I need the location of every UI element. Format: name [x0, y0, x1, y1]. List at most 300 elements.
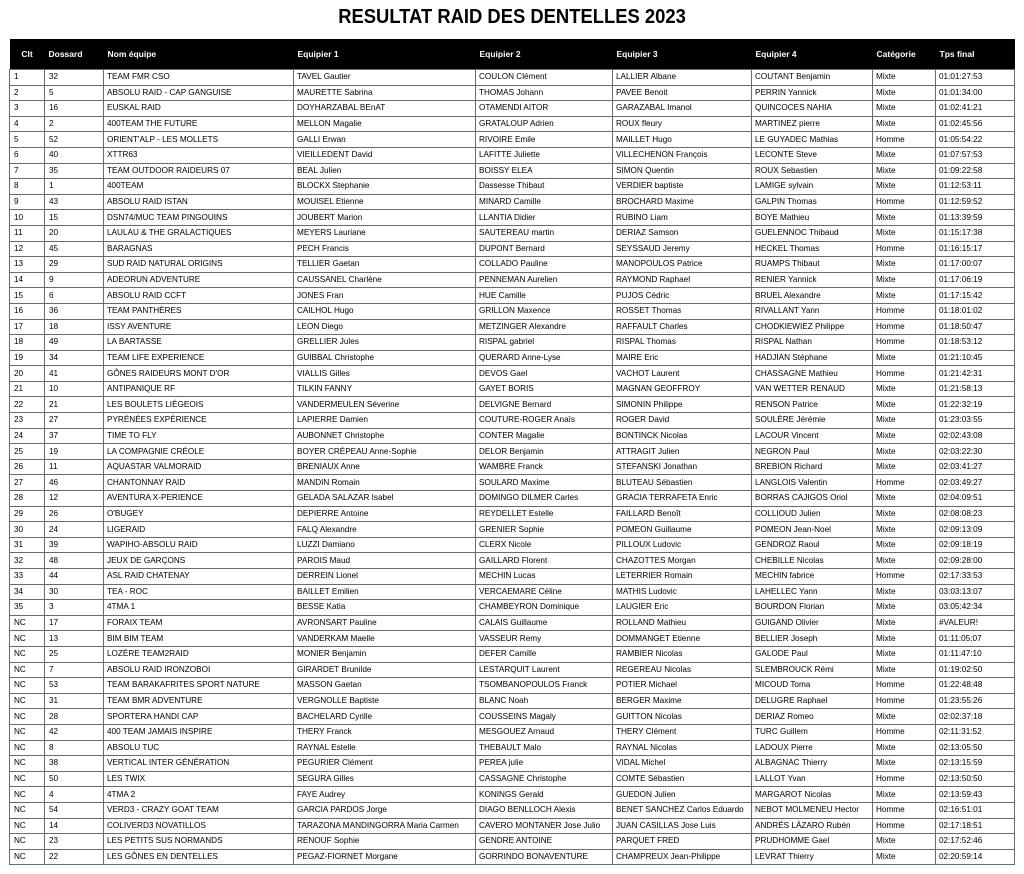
teammate-4-cell: ALBAGNAC Thierry — [752, 756, 873, 772]
team-name-cell: ABSOLU TUC — [104, 740, 294, 756]
teammate-3-cell: STEFANSKI Jonathan — [613, 459, 752, 475]
table-row — [10, 163, 1015, 179]
rank-cell: 15 — [10, 288, 45, 304]
teammate-3-cell: RAYNAL Nicolas — [613, 740, 752, 756]
category-cell: Homme — [873, 724, 936, 740]
bib-cell: 9 — [45, 272, 104, 288]
category-cell: Mixte — [873, 163, 936, 179]
teammate-2-cell: COUSSEINS Magaly — [476, 709, 613, 725]
teammate-4-cell: LECONTE Steve — [752, 147, 873, 163]
rank-cell: 32 — [10, 553, 45, 569]
teammate-1-cell: DOYHARZABAL BEnAT — [294, 101, 476, 117]
bib-cell: 36 — [45, 303, 104, 319]
teammate-4-cell: CHEBILLE Nicolas — [752, 553, 873, 569]
teammate-1-cell: VERGNOLLE Baptiste — [294, 693, 476, 709]
bib-cell: 18 — [45, 319, 104, 335]
teammate-1-cell: TELLIER Gaetan — [294, 257, 476, 273]
table-row — [10, 257, 1015, 273]
category-cell: Mixte — [873, 662, 936, 678]
final-time-cell: 01:18:53:12 — [936, 335, 1015, 351]
teammate-3-cell: VILLECHENON François — [613, 147, 752, 163]
bib-cell: 13 — [45, 631, 104, 647]
teammate-4-cell: MICOUD Toma — [752, 678, 873, 694]
teammate-3-cell: BONTINCK Nicolas — [613, 428, 752, 444]
teammate-2-cell: PEREA julie — [476, 756, 613, 772]
teammate-3-cell: VERDIER baptiste — [613, 179, 752, 195]
bib-cell: 53 — [45, 678, 104, 694]
final-time-cell: 02:04:09:51 — [936, 491, 1015, 507]
team-name-cell: LA COMPAGNIE CRÉOLE — [104, 444, 294, 460]
teammate-1-cell: BOYER CRÉPEAU Anne-Sophie — [294, 444, 476, 460]
teammate-1-cell: BESSE Katia — [294, 600, 476, 616]
rank-cell: 11 — [10, 225, 45, 241]
category-cell: Homme — [873, 693, 936, 709]
category-cell: Mixte — [873, 615, 936, 631]
teammate-3-cell: MAILLET Hugo — [613, 132, 752, 148]
table-row — [10, 179, 1015, 195]
team-name-cell: TEAM FMR CSO — [104, 70, 294, 86]
teammate-3-cell: BROCHARD Maxime — [613, 194, 752, 210]
final-time-cell: 01:16:15:17 — [936, 241, 1015, 257]
teammate-1-cell: CAILHOL Hugo — [294, 303, 476, 319]
final-time-cell: 01:23:55:26 — [936, 693, 1015, 709]
teammate-2-cell: WAMBRE Franck — [476, 459, 613, 475]
bib-cell: 38 — [45, 756, 104, 772]
final-time-cell: 02:13:59:43 — [936, 787, 1015, 803]
rank-cell: 4 — [10, 116, 45, 132]
table-row — [10, 397, 1015, 413]
final-time-cell: 03:03:13:07 — [936, 584, 1015, 600]
team-name-cell: 4TMA 2 — [104, 787, 294, 803]
final-time-cell: 01:21:10:45 — [936, 350, 1015, 366]
teammate-4-cell: LANGLOIS Valentin — [752, 475, 873, 491]
bib-cell: 41 — [45, 366, 104, 382]
team-name-cell: TEAM BMR ADVENTURE — [104, 693, 294, 709]
bib-cell: 6 — [45, 288, 104, 304]
final-time-cell: 01:19:02:50 — [936, 662, 1015, 678]
teammate-1-cell: LEON Diego — [294, 319, 476, 335]
final-time-cell: 01:18:50:47 — [936, 319, 1015, 335]
teammate-3-cell: POTIER Michael — [613, 678, 752, 694]
bib-cell: 34 — [45, 350, 104, 366]
teammate-1-cell: PEGURIER Clément — [294, 756, 476, 772]
team-name-cell: LES GÔNES EN DENTELLES — [104, 849, 294, 865]
bib-cell: 42 — [45, 724, 104, 740]
teammate-1-cell: CAUSSANEL Charlène — [294, 272, 476, 288]
category-cell: Mixte — [873, 522, 936, 538]
teammate-4-cell: ROUX Sebastien — [752, 163, 873, 179]
final-time-cell: 02:13:05:50 — [936, 740, 1015, 756]
rank-cell: 8 — [10, 179, 45, 195]
bib-cell: 43 — [45, 194, 104, 210]
table-row — [10, 475, 1015, 491]
teammate-1-cell: PEGAZ-FIORNET Morgane — [294, 849, 476, 865]
teammate-2-cell: COLLADO Pauline — [476, 257, 613, 273]
team-name-cell: ISSY AVENTURE — [104, 319, 294, 335]
team-name-cell: LES PETITS SUS NORMANDS — [104, 834, 294, 850]
category-cell: Mixte — [873, 709, 936, 725]
teammate-2-cell: DEVOS Gael — [476, 366, 613, 382]
teammate-3-cell: MATHIS Ludovic — [613, 584, 752, 600]
teammate-4-cell: SOULÈRE Jérémie — [752, 413, 873, 429]
final-time-cell: 02:17:18:51 — [936, 818, 1015, 834]
bib-cell: 3 — [45, 600, 104, 616]
bib-cell: 30 — [45, 584, 104, 600]
teammate-4-cell: LE GUYADEC Mathias — [752, 132, 873, 148]
final-time-cell: 01:11:05:07 — [936, 631, 1015, 647]
bib-cell: 31 — [45, 693, 104, 709]
teammate-3-cell: ROLLAND Mathieu — [613, 615, 752, 631]
teammate-2-cell: RIVOIRE Emile — [476, 132, 613, 148]
teammate-2-cell: VERCAEMARE Céline — [476, 584, 613, 600]
teammate-2-cell: Dassesse Thibaut — [476, 179, 613, 195]
teammate-4-cell: LAHELLEC Yann — [752, 584, 873, 600]
teammate-3-cell: BERGER Maxime — [613, 693, 752, 709]
teammate-1-cell: VIALLIS Gilles — [294, 366, 476, 382]
team-name-cell: EUSKAL RAID — [104, 101, 294, 117]
teammate-2-cell: COULON Clément — [476, 70, 613, 86]
column-header-category: Catégorie — [873, 39, 936, 70]
team-name-cell: TEAM OUTDOOR RAIDEURS 07 — [104, 163, 294, 179]
teammate-1-cell: RENOUF Sophie — [294, 834, 476, 850]
bib-cell: 49 — [45, 335, 104, 351]
rank-cell: NC — [10, 756, 45, 772]
bib-cell: 20 — [45, 225, 104, 241]
category-cell: Mixte — [873, 179, 936, 195]
rank-cell: 3 — [10, 101, 45, 117]
team-name-cell: GÔNES RAIDEURS MONT D'OR — [104, 366, 294, 382]
team-name-cell: LES BOULETS LIÉGEOIS — [104, 397, 294, 413]
table-row — [10, 787, 1015, 803]
team-name-cell: 400TEAM — [104, 179, 294, 195]
page-title: RESULTAT RAID DES DENTELLES 2023 — [338, 6, 686, 28]
team-name-cell: AVENTURA X-PERIENCE — [104, 491, 294, 507]
category-cell: Homme — [873, 303, 936, 319]
bib-cell: 40 — [45, 147, 104, 163]
category-cell: Mixte — [873, 85, 936, 101]
rank-cell: NC — [10, 849, 45, 865]
category-cell: Homme — [873, 194, 936, 210]
column-header-teammate-1: Equipier 1 — [294, 39, 476, 70]
team-name-cell: O'BUGEY — [104, 506, 294, 522]
teammate-1-cell: DERREIN Lionel — [294, 569, 476, 585]
final-time-cell: 01:21:42:31 — [936, 366, 1015, 382]
teammate-1-cell: VANDERKAM Maelle — [294, 631, 476, 647]
bib-cell: 29 — [45, 257, 104, 273]
team-name-cell: PYRÉNÉES EXPÉRIENCE — [104, 413, 294, 429]
teammate-2-cell: MESGOUEZ Arnaud — [476, 724, 613, 740]
teammate-4-cell: MARTINEZ pierre — [752, 116, 873, 132]
rank-cell: NC — [10, 615, 45, 631]
table-row — [10, 241, 1015, 257]
team-name-cell: BIM BIM TEAM — [104, 631, 294, 647]
teammate-2-cell: MINARD Camille — [476, 194, 613, 210]
final-time-cell: 01:09:22:58 — [936, 163, 1015, 179]
teammate-1-cell: MANDIN Romain — [294, 475, 476, 491]
table-row — [10, 600, 1015, 616]
team-name-cell: LA BARTASSE — [104, 335, 294, 351]
team-name-cell: 400 TEAM JAMAIS INSPIRE — [104, 724, 294, 740]
final-time-cell: 02:13:15:59 — [936, 756, 1015, 772]
category-cell: Homme — [873, 366, 936, 382]
final-time-cell: 01:05:54:22 — [936, 132, 1015, 148]
teammate-2-cell: OTAMENDI AITOR — [476, 101, 613, 117]
rank-cell: 9 — [10, 194, 45, 210]
rank-cell: 19 — [10, 350, 45, 366]
teammate-1-cell: MASSON Gaetan — [294, 678, 476, 694]
category-cell: Mixte — [873, 459, 936, 475]
teammate-3-cell: PUJOS Cédric — [613, 288, 752, 304]
team-name-cell: ANTIPANIQUE RF — [104, 381, 294, 397]
table-row — [10, 693, 1015, 709]
teammate-2-cell: KONINGS Gerald — [476, 787, 613, 803]
final-time-cell: 02:20:59:14 — [936, 849, 1015, 865]
teammate-1-cell: GALLI Erwan — [294, 132, 476, 148]
teammate-3-cell: PARQUET FRED — [613, 834, 752, 850]
team-name-cell: 400TEAM THE FUTURE — [104, 116, 294, 132]
table-row — [10, 631, 1015, 647]
teammate-4-cell: MARGAROT Nicolas — [752, 787, 873, 803]
teammate-1-cell: VANDERMEULEN Séverine — [294, 397, 476, 413]
final-time-cell: 02:03:49:27 — [936, 475, 1015, 491]
category-cell: Homme — [873, 335, 936, 351]
rank-cell: NC — [10, 693, 45, 709]
final-time-cell: 01:17:06:19 — [936, 272, 1015, 288]
teammate-2-cell: PENNEMAN Aurelien — [476, 272, 613, 288]
final-time-cell: 01:17:15:42 — [936, 288, 1015, 304]
bib-cell: 10 — [45, 381, 104, 397]
teammate-4-cell: ANDRÉS LÁZARO Rubén — [752, 818, 873, 834]
teammate-2-cell: LAFITTE Juliette — [476, 147, 613, 163]
team-name-cell: XTTR63 — [104, 147, 294, 163]
team-name-cell: LES TWIX — [104, 771, 294, 787]
rank-cell: 33 — [10, 569, 45, 585]
teammate-4-cell: RIVALLANT Yann — [752, 303, 873, 319]
table-row — [10, 194, 1015, 210]
team-name-cell: TEAM LIFE EXPERIENCE — [104, 350, 294, 366]
teammate-4-cell: PRUDHOMME Gael — [752, 834, 873, 850]
rank-cell: 14 — [10, 272, 45, 288]
category-cell: Homme — [873, 678, 936, 694]
teammate-1-cell: LAPIERRE Damien — [294, 413, 476, 429]
teammate-2-cell: CAVERO MONTANER Jose Julio — [476, 818, 613, 834]
teammate-1-cell: TARAZONA MANDINGORRA Maria Carmen — [294, 818, 476, 834]
teammate-3-cell: MAGNAN GEOFFROY — [613, 381, 752, 397]
teammate-4-cell: LADOUX Pierre — [752, 740, 873, 756]
category-cell: Mixte — [873, 787, 936, 803]
teammate-1-cell: BLOCKX Stephanie — [294, 179, 476, 195]
teammate-1-cell: RAYNAL Estelle — [294, 740, 476, 756]
rank-cell: 2 — [10, 85, 45, 101]
teammate-1-cell: MAURETTE Sabrina — [294, 85, 476, 101]
teammate-4-cell: BORRAS CAJIGOS Oriol — [752, 491, 873, 507]
rank-cell: 6 — [10, 147, 45, 163]
rank-cell: NC — [10, 787, 45, 803]
final-time-cell: 01:12:59:52 — [936, 194, 1015, 210]
team-name-cell: SUD RAID NATURAL ORIGINS — [104, 257, 294, 273]
bib-cell: 7 — [45, 662, 104, 678]
category-cell: Mixte — [873, 428, 936, 444]
teammate-4-cell: LACOUR Vincent — [752, 428, 873, 444]
teammate-2-cell: CHAMBEYRON Dominique — [476, 600, 613, 616]
team-name-cell: LAULAU & THE GRALACTIQUES — [104, 225, 294, 241]
category-cell: Mixte — [873, 756, 936, 772]
table-row — [10, 771, 1015, 787]
teammate-2-cell: THOMAS Johann — [476, 85, 613, 101]
teammate-3-cell: DOMMANGET Etienne — [613, 631, 752, 647]
teammate-3-cell: SEYSSAUD Jeremy — [613, 241, 752, 257]
bib-cell: 22 — [45, 849, 104, 865]
category-cell: Mixte — [873, 740, 936, 756]
category-cell: Mixte — [873, 272, 936, 288]
bib-cell: 16 — [45, 101, 104, 117]
teammate-1-cell: GELADA SALAZAR Isabel — [294, 491, 476, 507]
table-row — [10, 740, 1015, 756]
bib-cell: 4 — [45, 787, 104, 803]
table-row — [10, 272, 1015, 288]
table-row — [10, 646, 1015, 662]
column-header-clt: Clt — [10, 39, 45, 70]
bib-cell: 19 — [45, 444, 104, 460]
final-time-cell: 02:03:22:30 — [936, 444, 1015, 460]
teammate-2-cell: DELVIGNE Bernard — [476, 397, 613, 413]
teammate-1-cell: SEGURA Gilles — [294, 771, 476, 787]
table-row — [10, 569, 1015, 585]
category-cell: Homme — [873, 132, 936, 148]
teammate-2-cell: QUERARD Anne-Lyse — [476, 350, 613, 366]
final-time-cell: 01:22:48:48 — [936, 678, 1015, 694]
table-row — [10, 147, 1015, 163]
rank-cell: NC — [10, 740, 45, 756]
teammate-2-cell: COUTURE-ROGER Anaïs — [476, 413, 613, 429]
teammate-3-cell: LETERRIER Romain — [613, 569, 752, 585]
team-name-cell: TEAM PANTHÈRES — [104, 303, 294, 319]
table-row — [10, 506, 1015, 522]
teammate-3-cell: RAFFAULT Charles — [613, 319, 752, 335]
rank-cell: NC — [10, 631, 45, 647]
final-time-cell: 02:09:13:09 — [936, 522, 1015, 538]
rank-cell: NC — [10, 724, 45, 740]
table-row — [10, 553, 1015, 569]
team-name-cell: VERD3 - CRAZY GOAT TEAM — [104, 802, 294, 818]
column-header-final-time: Tps final — [936, 39, 1015, 70]
teammate-2-cell: BLANC Noah — [476, 693, 613, 709]
teammate-4-cell: TURC Guillem — [752, 724, 873, 740]
table-row — [10, 834, 1015, 850]
bib-cell: 39 — [45, 537, 104, 553]
final-time-cell: 01:02:45:56 — [936, 116, 1015, 132]
teammate-4-cell: COLLIOUD Julien — [752, 506, 873, 522]
teammate-2-cell: DOMINGO DILMER Carles — [476, 491, 613, 507]
table-row — [10, 366, 1015, 382]
bib-cell: 45 — [45, 241, 104, 257]
table-row — [10, 615, 1015, 631]
category-cell: Mixte — [873, 147, 936, 163]
teammate-4-cell: GALPIN Thomas — [752, 194, 873, 210]
table-row — [10, 303, 1015, 319]
rank-cell: NC — [10, 834, 45, 850]
teammate-3-cell: CHAZOTTES Morgan — [613, 553, 752, 569]
teammate-1-cell: PAROIS Maud — [294, 553, 476, 569]
final-time-cell: 01:13:39:59 — [936, 210, 1015, 226]
results-table — [9, 39, 1015, 865]
rank-cell: 10 — [10, 210, 45, 226]
final-time-cell: 02:03:41:27 — [936, 459, 1015, 475]
final-time-cell: 01:18:01:02 — [936, 303, 1015, 319]
bib-cell: 48 — [45, 553, 104, 569]
teammate-2-cell: METZINGER Alexandre — [476, 319, 613, 335]
teammate-2-cell: REYDELLET Estelle — [476, 506, 613, 522]
table-row — [10, 444, 1015, 460]
teammate-4-cell: NEGRON Paul — [752, 444, 873, 460]
teammate-2-cell: LLANTIA Didier — [476, 210, 613, 226]
final-time-cell: 02:16:51:01 — [936, 802, 1015, 818]
teammate-3-cell: VIDAL Michel — [613, 756, 752, 772]
rank-cell: 22 — [10, 397, 45, 413]
rank-cell: 23 — [10, 413, 45, 429]
final-time-cell: 02:13:50:50 — [936, 771, 1015, 787]
teammate-1-cell: GARCIA PARDOS Jorge — [294, 802, 476, 818]
bib-cell: 28 — [45, 709, 104, 725]
category-cell: Homme — [873, 475, 936, 491]
final-time-cell: 02:02:37:18 — [936, 709, 1015, 725]
table-row — [10, 802, 1015, 818]
teammate-4-cell: LALLOT Yvan — [752, 771, 873, 787]
teammate-2-cell: CASSAGNE Christophe — [476, 771, 613, 787]
results-body — [10, 70, 1015, 865]
rank-cell: 17 — [10, 319, 45, 335]
teammate-1-cell: JONES Fran — [294, 288, 476, 304]
teammate-3-cell: MANOPOULOS Patrice — [613, 257, 752, 273]
teammate-3-cell: ROUX fleury — [613, 116, 752, 132]
teammate-4-cell: NEBOT MOLMENEU Hector — [752, 802, 873, 818]
teammate-4-cell: BRUEL Alexandre — [752, 288, 873, 304]
rank-cell: NC — [10, 678, 45, 694]
team-name-cell: SPORTERA HANDI CAP — [104, 709, 294, 725]
teammate-4-cell: BOURDON Florian — [752, 600, 873, 616]
teammate-3-cell: POMEON Guillaume — [613, 522, 752, 538]
final-time-cell: 02:17:52:46 — [936, 834, 1015, 850]
rank-cell: NC — [10, 802, 45, 818]
teammate-2-cell: GAYET BORIS — [476, 381, 613, 397]
teammate-4-cell: RUAMPS Thibaut — [752, 257, 873, 273]
rank-cell: 21 — [10, 381, 45, 397]
teammate-3-cell: ROGER David — [613, 413, 752, 429]
teammate-4-cell: HECKEL Thomas — [752, 241, 873, 257]
teammate-1-cell: BEAL Julien — [294, 163, 476, 179]
category-cell: Mixte — [873, 257, 936, 273]
bib-cell: 27 — [45, 413, 104, 429]
bib-cell: 50 — [45, 771, 104, 787]
teammate-4-cell: COUTANT Benjamin — [752, 70, 873, 86]
teammate-1-cell: BACHELARD Cyrille — [294, 709, 476, 725]
teammate-4-cell: DELUGRE Raphael — [752, 693, 873, 709]
teammate-3-cell: REGEREAU Nicolas — [613, 662, 752, 678]
table-row — [10, 210, 1015, 226]
rank-cell: 30 — [10, 522, 45, 538]
final-time-cell: 01:21:58:13 — [936, 381, 1015, 397]
teammate-3-cell: GARAZABAL Imanol — [613, 101, 752, 117]
column-header-dossard: Dossard — [45, 39, 104, 70]
final-time-cell: 01:01:27:53 — [936, 70, 1015, 86]
final-time-cell: 02:02:43:08 — [936, 428, 1015, 444]
teammate-3-cell: FAILLARD Benoît — [613, 506, 752, 522]
rank-cell: NC — [10, 646, 45, 662]
teammate-3-cell: COMTE Sébastien — [613, 771, 752, 787]
teammate-1-cell: LUZZI Damiano — [294, 537, 476, 553]
teammate-4-cell: BREBION Richard — [752, 459, 873, 475]
category-cell: Mixte — [873, 506, 936, 522]
